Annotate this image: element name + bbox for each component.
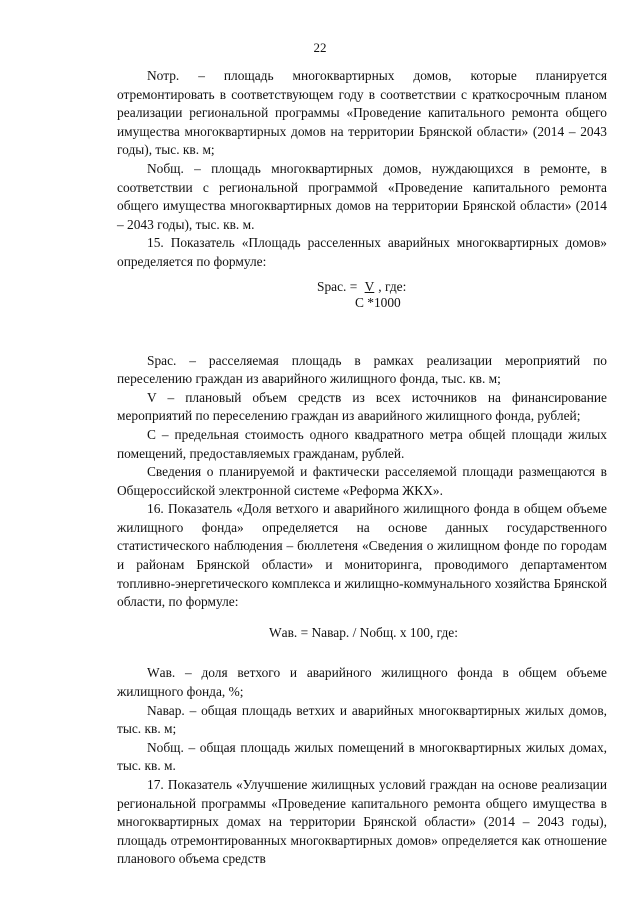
page-number: 22	[313, 40, 327, 55]
paragraph-v-def: V – плановый объем средств из всех источников на финансирование мероприятий по переселению граждан из аварийного жилищного фонда, рублей;	[117, 389, 607, 424]
paragraph-indicator-17: 17. Показатель «Улучшение жилищных условий граждан на основе реализации региональной программы «Проведение капитального ремонта общего имущества в многоквартирных домах на территории Брянской области» (2014 – 2043 годы), площадь отремонтированных многоквартирных домов» определяется как отношение планового объема средств	[117, 777, 607, 867]
paragraph-notr: Nотр. – площадь многоквартирных домов, которые планируется отремонтировать в соответствующем году в соответствии с краткосрочным планом реализации региональной программы «Проведение капитального ремонта общего имущества многоквартирных домов на территории Брянской области» (2014 – 2043 годы), тыс. кв. м;	[117, 68, 607, 158]
paragraph-indicator-15: 15. Показатель «Площадь расселенных аварийных многоквартирных домов» определяется по формуле:	[117, 235, 607, 269]
formula-suffix: , где:	[378, 278, 407, 294]
paragraph-nobsch: Nобщ. – площадь многоквартирных домов, нуждающихся в ремонте, в соответствии с региональной программой «Проведение капитального ремонта общего имущества многоквартирных домов на территории Брянской области» (2014 – 2043 годы), тыс. кв. м.	[117, 160, 607, 232]
paragraph-wav-def: Wав. – доля ветхого и аварийного жилищного фонда в общем объеме жилищного фонда, %;	[117, 665, 607, 700]
formula-numerator: V	[364, 278, 375, 294]
paragraph-c-def: С – предельная стоимость одного квадратного метра общей площади жилых помещений, предоставляемых гражданам, рублей.	[117, 426, 607, 461]
paragraph-srac-def: Sрас. – расселяемая площадь в рамках реализации мероприятий по переселению граждан из аварийного жилищного фонда, тыс. кв. м;	[117, 352, 607, 387]
paragraph-reform-info: Сведения о планируемой и фактически расселяемой площади размещаются в Общероссийской электронной системе «Реформа ЖКХ».	[117, 464, 607, 498]
formula-srac	[117, 278, 607, 334]
document-body	[117, 67, 607, 869]
formula-lhs: Sрас. =	[317, 278, 361, 294]
paragraph-nobsch-def: Nобщ. – общая площадь жилых помещений в многоквартирных жилых домах, тыс. кв. м.	[117, 739, 607, 774]
paragraph-navar-def: Nавар. – общая площадь ветхих и аварийных многоквартирных жилых домов, тыс. кв. м;	[117, 702, 607, 737]
paragraph-indicator-16: 16. Показатель «Доля ветхого и аварийного жилищного фонда в общем объеме жилищного фонда» определяется на основе данных государственного статистического наблюдения – бюллетеня «Сведения о жилищном фонде по городам и районам Брянской области» и мониторинга, проводимого департаментом топливно-энергетического комплекса и жилищно-коммунального хозяйства Брянской области, по формуле:	[117, 501, 607, 610]
formula-denominator: С *1000	[355, 294, 401, 310]
formula-wav: Wав. = Nавар. / Nобщ. х 100, где:	[269, 624, 458, 640]
